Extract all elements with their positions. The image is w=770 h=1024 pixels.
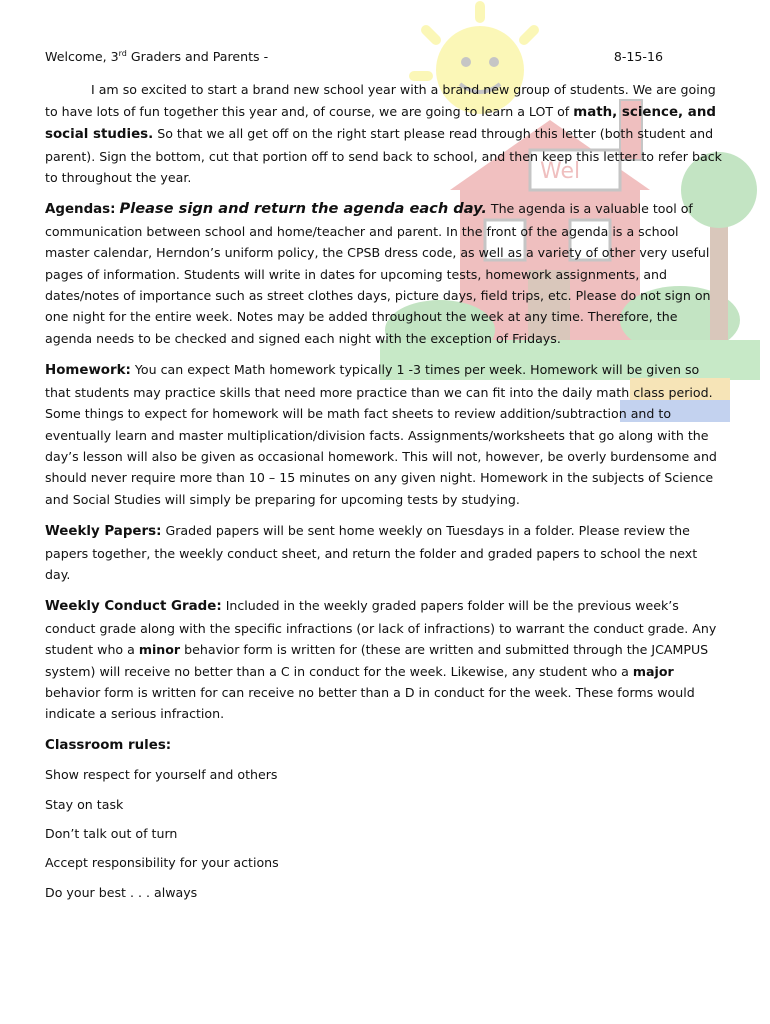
homework-heading: Homework: — [45, 363, 131, 379]
intro-paragraph: I am so excited to start a brand new school year with a brand new group of students. We are going to have lots of fun together this year and, of course, we are going to learn a LOT of math, science, and social studies. So that we all get off on the right start please read through this letter (both student and parent). Sign the bottom, cut that portion off to send back to school, and then keep this letter to refer back to throughout the year. — [45, 82, 722, 186]
agenda-emphasis: Please sign and return the agenda each day. — [119, 200, 487, 218]
weekly-papers-paragraph: Weekly Papers: Graded papers will be sent home weekly on Tuesdays in a folder. Please review the papers together, the weekly conduct sheet, and return the folder and graded papers to school the next day. — [45, 523, 698, 582]
minor-bold: minor — [138, 642, 181, 658]
rules-heading: Classroom rules: — [45, 737, 172, 753]
greeting: Welcome, 3rd Graders and Parents - — [45, 48, 269, 64]
homework-paragraph: Homework: You can expect Math homework typically 1 -3 times per week. Homework will be given so that students may practice skills that need more practice than we can fit into the daily math class period. Some things to expect for homework will be math fact sheets to review addition/subtraction and to eventually learn and master multiplication/division facts. Assignments/worksheets that go along with the day’s lesson will also be given as occasional homework. This will not, however, be overly burdensome and should never require more than 10 – 15 minutes on any given night. Homework in the subjects of Science and Social Studies will simply be preparing for upcoming tests by studying. — [45, 362, 717, 507]
rule-item: Don’t talk out of turn — [45, 826, 178, 841]
rule-item: Do your best . . . always — [45, 884, 198, 900]
letter-body — [45, 46, 725, 911]
conduct-paragraph: Weekly Conduct Grade: Included in the weekly graded papers folder will be the previous week’s conduct grade along with the specific infractions (or lack of infractions) to warrant the conduct grade. Any student who a minor behavior form is written for (these are written and submitted through the JCAMPUS system) will receive no better than a C in conduct for the week. Likewise, any student who a major behavior form is written for can receive no better than a D in conduct for the week. These forms would indicate a serious infraction. — [45, 598, 717, 722]
rule-item: Stay on task — [45, 796, 124, 812]
conduct-heading: Weekly Conduct Grade: — [45, 599, 222, 615]
letter-date: 8-15-16 — [613, 49, 663, 64]
subjects-bold: math, science, and social studies. — [45, 104, 716, 143]
letter-header — [45, 46, 725, 67]
rule-item: Accept responsibility for your actions — [45, 855, 279, 871]
agenda-paragraph: Agendas: Please sign and return the agenda each day. The agenda is a valuable tool of communication between school and home/teacher and parent. In the front of the agenda is a school master calendar, Herndon’s uniform policy, the CPSB dress code, as well as a variety of other very useful pages of information. Students will write in dates for upcoming tests, homework assignments, and dates/notes of importance such as street clothes days, picture days, field trips, etc. Please do not sign on one night for the entire week. Notes may be added throughout the week at any time. Therefore, the agenda needs to be checked and signed each night with the exception of Fridays. — [45, 200, 711, 346]
major-bold: major — [632, 663, 674, 679]
svg-text:Wel: Wel — [540, 159, 581, 184]
weekly-papers-heading: Weekly Papers: — [45, 524, 162, 540]
rule-item: Show respect for yourself and others — [45, 767, 278, 783]
agenda-heading: Agendas: — [45, 202, 116, 218]
